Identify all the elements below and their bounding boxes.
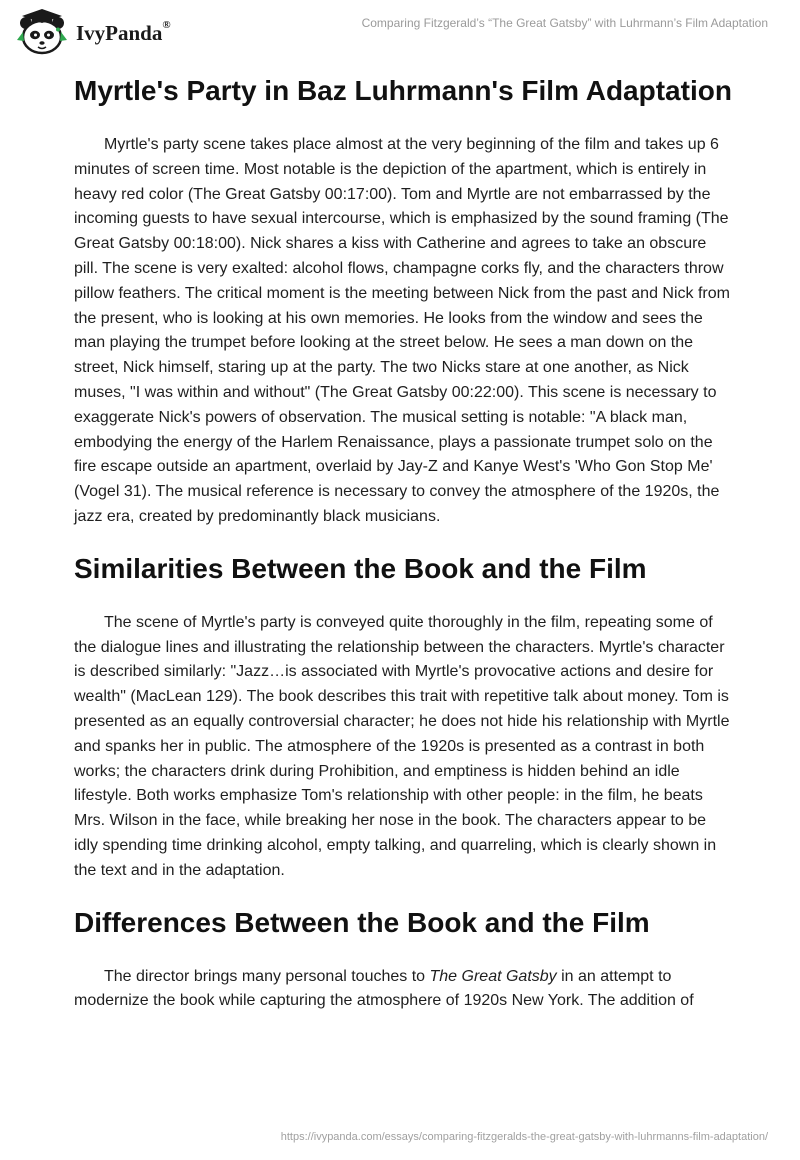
section-heading-myrtles-party: Myrtle's Party in Baz Luhrmann's Film Adaptation bbox=[74, 75, 732, 106]
paragraph-myrtles-party: Myrtle's party scene takes place almost at the very beginning of the film and takes up 6 minutes of screen time. Most notable is the depiction of the apartment, which is entirely in heavy red color (The Great Gatsby 00:17:00). Tom and Myrtle are not embarrassed by the incoming guests to have sexual intercourse, which is emphasized by the sound framing (The Great Gatsby 00:18:00). Nick shares a kiss with Catherine and agrees to take an obscure pill. The scene is very exalted: alcohol flows, champagne corks fly, and the characters throw pillow feathers. The critical moment is the meeting between Nick from the past and Nick from the present, who is looking at his own memories. He looks from the window and sees the man playing the trumpet before looking at the street below. He sees a man down on the street, Nick himself, staring up at the party. The two Nicks stare at one another, as Nick muses, "I was within and without" (The Great Gatsby 00:22:00). This scene is necessary to exaggerate Nick's powers of observation. The musical setting is notable: "A black man, embodying the energy of the Harlem Renaissance, plays a passionate trumpet solo on the fire escape outside an apartment, overlaid by Jay-Z and Kanye West's 'Who Gon Stop Me' (Vogel 31). The musical reference is necessary to convey the atmosphere of the 1920s, the jazz era, created by predominantly black musicians. bbox=[74, 136, 730, 525]
document-title: Comparing Fitzgerald’s “The Great Gatsby” with Luhrmann’s Film Adaptation bbox=[361, 16, 768, 30]
section-heading-similarities: Similarities Between the Book and the Film bbox=[74, 552, 647, 584]
page-header bbox=[0, 0, 800, 64]
book-title-italic: The Great Gatsby bbox=[429, 967, 557, 985]
brand-name: IvyPanda® bbox=[76, 19, 171, 45]
article-content bbox=[74, 72, 734, 1014]
paragraph-similarities: The scene of Myrtle's party is conveyed quite thoroughly in the film, repeating some of the dialogue lines and illustrating the relationship between the characters. Myrtle's character is described similarly: "Jazz…is associated with Myrtle's provocative actions and desire for wealth" (MacLean 129). The book describes this trait with repetitive talk about money. Tom is presented as an equally controversial character; he does not hide his relationship with Myrtle and spanks her in public. The atmosphere of the 1920s is presented as a contrast in both works; the characters drink during Prohibition, and emptiness is hidden behind an idle lifestyle. Both works emphasize Tom's relationship with other people: in the film, he beats Mrs. Wilson in the face, while breaking her nose in the book. The characters appear to be idly spending time drinking alcohol, empty talking, and quarreling, which is clearly shown in the text and in the adaptation. bbox=[74, 613, 730, 879]
panda-logo-icon bbox=[14, 8, 70, 56]
brand-logo[interactable] bbox=[14, 8, 204, 56]
registered-mark: ® bbox=[162, 19, 171, 31]
section-heading-differences: Differences Between the Book and the Film bbox=[74, 906, 650, 938]
paragraph-differences-text-start: The director brings many personal touches to bbox=[104, 967, 430, 985]
paragraph-differences bbox=[74, 965, 734, 1015]
source-url[interactable]: https://ivypanda.com/essays/comparing-fitzgeralds-the-great-gatsby-with-luhrmanns-film-adaptation/ bbox=[280, 1131, 768, 1143]
paragraph-differences-text-end: in an attempt to modernize the book while capturing the atmosphere of 1920s New York. The addition of bbox=[74, 967, 694, 1010]
